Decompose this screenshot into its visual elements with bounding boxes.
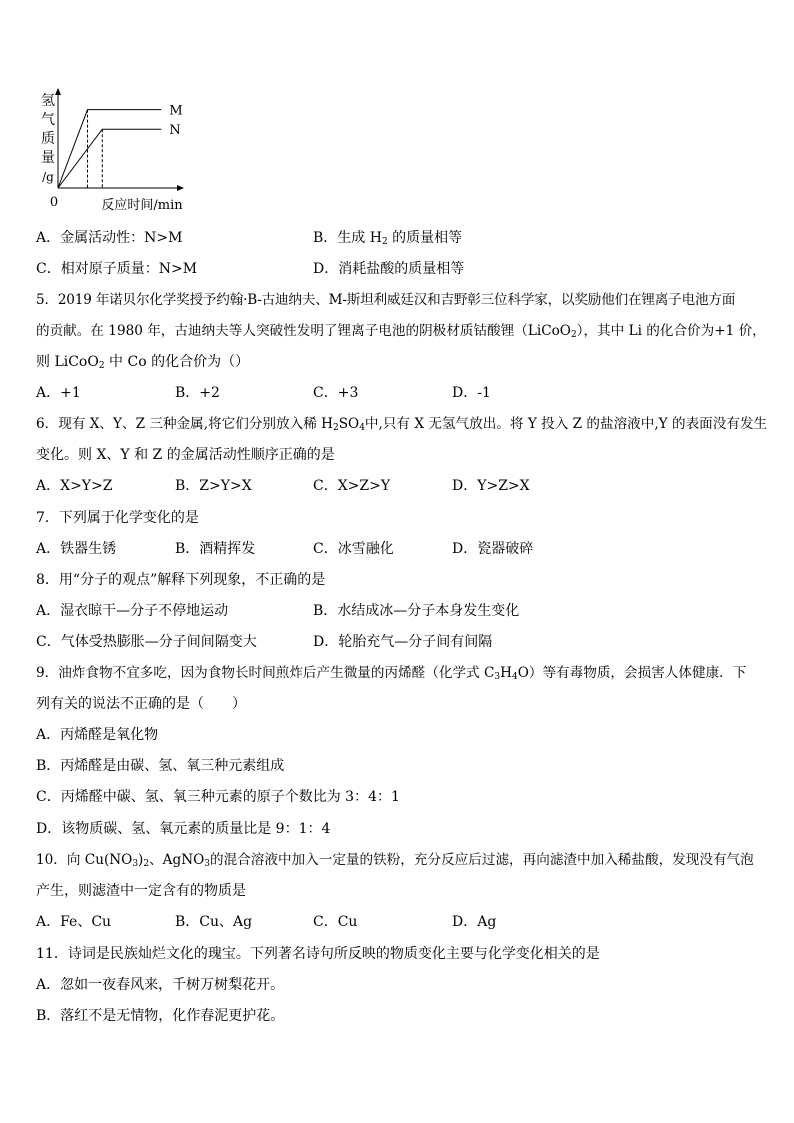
option-label: C． [36, 261, 61, 277]
q5-stem-line-2: 的贡献。在 1980 年，古迪纳夫等人突破性发明了锂离子电池的阴极材质钴酸锂（LiCoO$_2$），其中 Li 的化合价为+1 价， [36, 323, 766, 340]
q9-stem-line-2: 列有关的说法不正确的是（ ） [36, 696, 246, 712]
q10-option-c[interactable]: C．Cu [313, 914, 358, 930]
q7-stem-line-1: 7．下列属于化学变化的是 [36, 510, 199, 526]
q8-option-c[interactable]: C．气体受热膨胀—分子间间隔变大 [36, 634, 257, 650]
q4-option-c[interactable] [36, 258, 197, 280]
q10-option-b[interactable]: B．Cu、Ag [175, 914, 253, 930]
q5-option-d[interactable]: D．-1 [452, 385, 491, 401]
x-axis-label: 反应时间/min [101, 198, 183, 213]
y-label-char: /g [42, 170, 54, 184]
q7-option-d[interactable]: D．瓷器破碎 [452, 541, 534, 557]
option-text: 消耗盐酸的质量相等 [338, 261, 465, 277]
q4-option-b[interactable]: B．生成 $H_2$ 的质量相等 [313, 230, 463, 247]
y-label-char: 气 [41, 112, 55, 128]
q6-option-a[interactable]: A．X>Y>Z [36, 478, 113, 494]
option-label: D． [313, 261, 339, 277]
series-line-n [58, 129, 161, 188]
option-label: B． [313, 230, 338, 246]
hydrogen-mass-chart [36, 88, 196, 214]
option-label: A． [36, 230, 61, 246]
q4-option-a[interactable] [36, 227, 182, 249]
q8-option-d[interactable]: D．轮胎充气—分子间有间隔 [313, 634, 493, 650]
q9-stem-line-1: 9．油炸食物不宜多吃，因为食物长时间煎炸后产生微量的丙烯醛（化学式 $C_3H_4O$）等有毒物质，会损害人体健康．下 [36, 665, 747, 682]
q8-stem-line-1: 8．用“分子的观点”解释下列现象，不正确的是 [36, 572, 326, 588]
y-label-char: 质 [41, 131, 55, 147]
q10-stem-line-1: 10．向 $Cu(NO_3)_2$、AgNO$_3$的混合溶液中加入一定量的铁粉，充分反应后过滤，再向滤渣中加入稀盐酸，发现没有气泡 [36, 852, 754, 869]
y-label-char: 量 [41, 150, 55, 166]
q6-option-b[interactable]: B．Z>Y>X [175, 478, 252, 494]
q8-option-a[interactable]: A．湿衣晾干—分子不停地运动 [36, 603, 229, 619]
option-text: 金属活动性：N>M [60, 230, 183, 246]
q5-option-b[interactable]: B．+2 [175, 385, 220, 401]
q9-option-a[interactable]: A．丙烯醛是氧化物 [36, 727, 159, 743]
q5-option-c[interactable]: C．+3 [313, 385, 359, 401]
q7-option-c[interactable]: C．冰雪融化 [313, 541, 394, 557]
q6-stem-line-2: 变化。则 X、Y 和 Z 的金属活动性顺序正确的是 [36, 447, 335, 463]
q5-option-a[interactable]: A．+1 [36, 385, 81, 401]
q11-option-a[interactable]: A．忽如一夜春风来，千树万树梨花开。 [36, 977, 285, 993]
q9-option-b[interactable]: B．丙烯醛是由碳、氢、氧三种元素组成 [36, 758, 285, 774]
q11-option-b[interactable]: B．落红不是无情物，化作春泥更护花。 [36, 1008, 285, 1024]
x-axis-arrow [177, 185, 184, 191]
q8-option-b[interactable]: B．水结成冰—分子本身发生变化 [313, 603, 520, 619]
q10-stem-line-2: 产生，则滤渣中一定含有的物质是 [36, 883, 246, 899]
series-line-m [58, 110, 161, 188]
q7-option-a[interactable]: A．铁器生锈 [36, 541, 117, 557]
option-text: 相对原子质量：N>M [60, 261, 198, 277]
q11-stem-line-1: 11．诗词是民族灿烂文化的瑰宝。下列著名诗句所反映的物质变化主要与化学变化相关的是 [36, 946, 600, 962]
q6-stem-line-1: 6．现有 X、Y、Z 三种金属,将它们分别放入稀 $H_2SO_4$中,只有 X 无氢气放出。将 Y 投入 Z 的盐溶液中,Y 的表面没有发生 [36, 416, 768, 433]
q6-option-d[interactable]: D．Y>Z>X [452, 478, 530, 494]
q7-option-b[interactable]: B．酒精挥发 [175, 541, 256, 557]
y-label-char: 氢 [41, 93, 55, 109]
q9-option-d[interactable]: D．该物质碳、氢、氧元素的质量比是 9：1：4 [36, 821, 331, 837]
series-label-m: M [169, 103, 183, 119]
q10-option-a[interactable]: A．Fe、Cu [36, 914, 112, 930]
q5-stem-line-3: 则 LiCoO$_2$ 中 Co 的化合价为（） [36, 354, 250, 371]
series-label-n: N [169, 123, 181, 139]
q9-option-c[interactable]: C．丙烯醛中碳、氢、氧三种元素的原子个数比为 3：4：1 [36, 789, 400, 805]
q4-option-d[interactable] [313, 258, 464, 280]
origin-label: 0 [49, 195, 59, 210]
q5-stem-line-1: 5．2019 年诺贝尔化学奖授予约翰·B-古迪纳夫、M-斯坦利威廷汉和吉野彰三位科学家，以奖励他们在锂离子电池方面 [36, 292, 736, 308]
y-axis-arrow [55, 88, 61, 95]
q6-option-c[interactable]: C．X>Z>Y [313, 478, 391, 494]
q10-option-d[interactable]: D．Ag [452, 914, 497, 930]
